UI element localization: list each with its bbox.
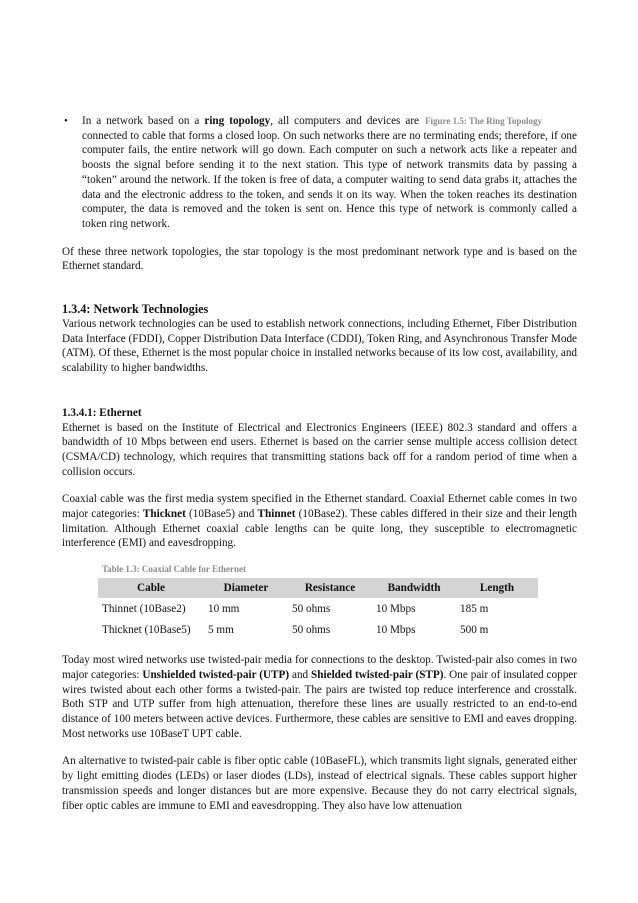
table-row xyxy=(98,619,538,640)
twisted-pair-paragraph xyxy=(62,653,577,741)
bullet-bold-ring-topology: ring topology xyxy=(204,115,271,127)
coax-bold-thinnet: Thinnet xyxy=(257,508,296,521)
table-cell: 50 ohms xyxy=(292,602,331,615)
table-header-cable: Cable xyxy=(98,578,204,598)
coaxial-paragraph xyxy=(62,492,577,551)
table-cell: 10 Mbps xyxy=(376,623,416,636)
table-cell: Thinnet (10Base2) xyxy=(102,602,186,615)
table-cell: 50 ohms xyxy=(292,623,331,636)
table-cell: 5 mm xyxy=(208,623,234,636)
twisted-text-2: and xyxy=(289,668,312,681)
coax-text-2: (10Base5) and xyxy=(185,508,258,521)
table-cell: Thicknet (10Base5) xyxy=(102,623,191,636)
topologies-paragraph: Of these three network topologies, the star topology is the most predominant network type and is based on the Ethernet standard. xyxy=(62,245,577,273)
table-caption: Table 1.3: Coaxial Cable for Ethernet xyxy=(102,564,246,575)
table-row xyxy=(98,598,538,619)
table-cell: 10 mm xyxy=(208,602,240,615)
table-header-diameter: Diameter xyxy=(204,578,288,598)
coax-bold-thicknet: Thicknet xyxy=(142,508,186,521)
table-header-bandwidth: Bandwidth xyxy=(372,578,456,598)
ethernet-paragraph: Ethernet is based on the Institute of Electrical and Electronics Engineers (IEEE) 802.3 standard and offers a bandwidth of 10 Mbps between end users. Ethernet is based on the carrier sense multiple access collision detect (CSMA/CD) technology, which requires that transmitting stations back off for a random period of time when a collision occurs. xyxy=(62,421,577,478)
twisted-bold-utp: Unshielded twisted-pair (UTP) xyxy=(142,668,290,681)
table-header-length: Length xyxy=(456,578,538,598)
table-cell: 10 Mbps xyxy=(376,602,416,615)
coax-text-1: Coaxial cable was the first media system specified in the Ethernet standard. Coaxial Ethernet cable comes in two major categories: xyxy=(62,493,577,521)
ring-topology-text xyxy=(82,114,577,232)
bullet-text-2: , all computers and devices are connected to cable that forms a closed loop. On such networks there are no terminating ends; therefore, if one computer fails, the entire network will go down. Each computer on such a network acts like a repeater and boosts the signal before sending it to the next station. This type of network transmits data by passing a “token” around the network. If the token is free of data, a computer waiting to send data grabs it, attaches the data and the electronic address to the token, and sends it on its way. When the token reaches its destination computer, the data is removed and the token is sent on. Hence this type of network is commonly called a token ring network. xyxy=(82,115,577,230)
network-technologies-paragraph: Various network technologies can be used to establish network connections, including Ethernet, Fiber Distribution Data Interface (FDDI), Copper Distribution Data Interface (CDDI), Token Ring, and Asynchronous Transfer Mode (ATM). Of these, Ethernet is the most popular choice in installed networks because of its low cost, availability, and scalability to higher bandwidths. xyxy=(62,318,578,375)
document-body xyxy=(62,114,577,813)
coaxial-cable-table xyxy=(98,578,538,640)
bullet-text-1: In a network based on a xyxy=(82,115,205,127)
section-heading-network-technologies: 1.3.4: Network Technologies xyxy=(62,302,209,317)
figure-caption: Figure 1.5: The Ring Topology xyxy=(425,116,542,126)
ring-topology-bullet xyxy=(62,114,577,232)
fiber-optic-paragraph: An alternative to twisted-pair cable is fiber optic cable (10BaseFL), which transmits light signals, generated either by light emitting diodes (LEDs) or laser diodes (LDs), instead of electrical signals. These cables support higher transmission speeds and longer distances but are more expensive. Because they do not carry electrical signals, fiber optic cables are immune to EMI and eavesdropping. They also have low attenuation xyxy=(62,755,577,812)
table-header-row xyxy=(98,578,538,598)
table-cell: 185 m xyxy=(460,602,489,615)
twisted-bold-stp: Shielded twisted-pair (STP) xyxy=(311,668,444,681)
bullet-marker: • xyxy=(64,115,68,127)
table-cell: 500 m xyxy=(460,623,489,636)
twisted-text-1: Today most wired networks use twisted-pair media for connections to the desktop. Twisted-pair also comes in two major categories: xyxy=(62,654,577,681)
table-header-resistance: Resistance xyxy=(288,578,372,598)
section-heading-ethernet: 1.3.4.1: Ethernet xyxy=(62,406,142,419)
twisted-text-3: . One pair of insulated copper wires twisted about each other forms a twisted-pair. The pairs are twisted top reduce interference and crosstalk. Both STP and UTP suffer from high attenuation, therefore these lines are usually restricted to an end-to-end distance of 100 meters between active devices. Furthermore, these cables are sensitive to EMI and eaves dropping. Most networks use 10BaseT UPT cable. xyxy=(62,668,577,740)
coax-text-3: (10Base2). These cables differed in their size and their length limitation. Although Ethernet coaxial cable lengths can be quite long, they susceptible to electromagnetic interference (EMI) and eavesdropping. xyxy=(62,508,577,550)
